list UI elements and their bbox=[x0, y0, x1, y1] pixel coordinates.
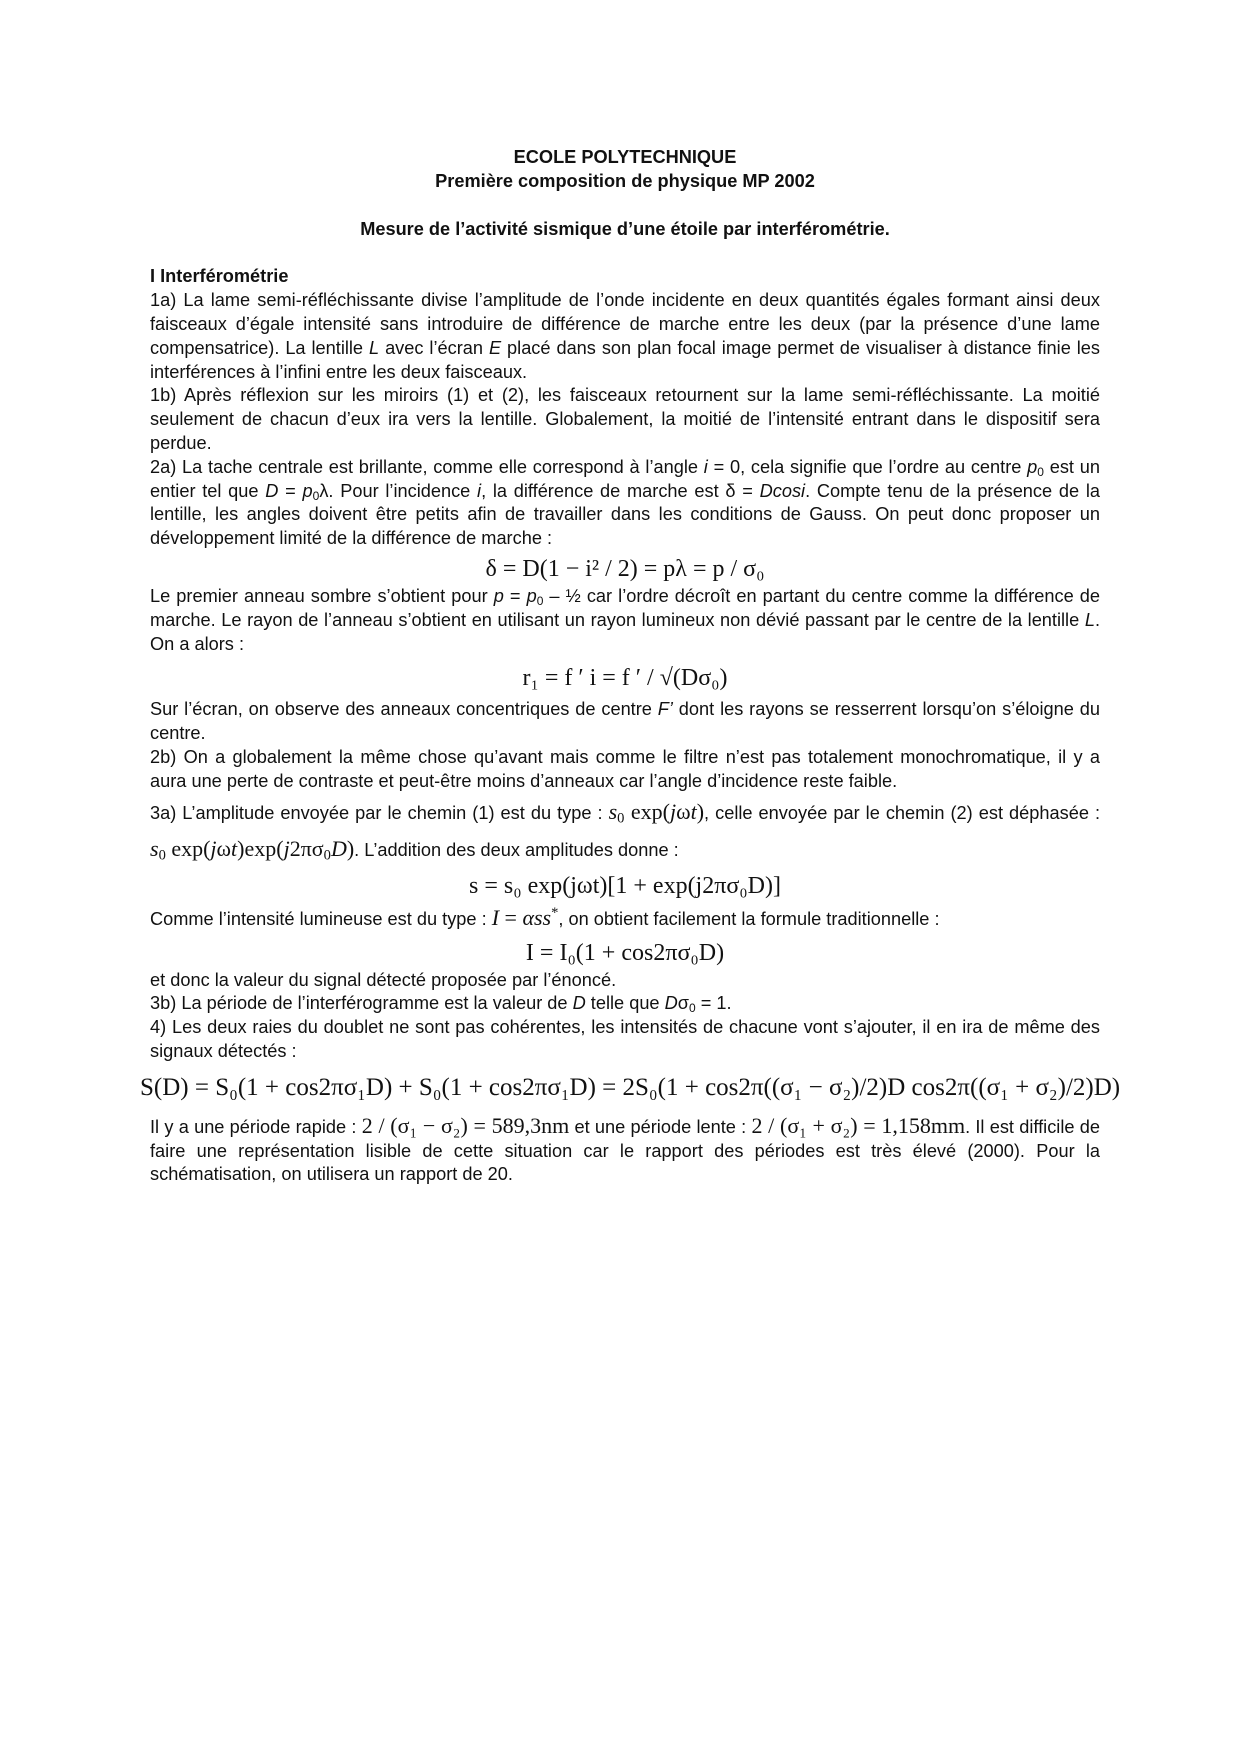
paragraph-periods: Il y a une période rapide : 2 / (σ₁ − σ₂) = 589,3nm et une période lente : 2 / (σ₁ + σ₂) = 1,158mm. Il est difficile de faire une représentation lisible de cette situation car le rapport des périodes est très élevé (2000). Pour la schématisation, on utilisera un rapport de 20. bbox=[150, 1112, 1100, 1185]
intensity-definition: I = αss* bbox=[491, 904, 559, 930]
paragraph-3a: 3a) L’amplitude envoyée par le chemin (1) est du type : $s_0$ exp(jωt), celle envoyée par le chemin (2) est déphasée : $s_0$ $\exp(j\omega t)\exp(j2\pi\sigma_0D)$. L’addition des deux amplitudes donne : bbox=[150, 798, 1101, 864]
subject-title: Mesure de l’activité sismique d’une étoile par interférométrie. bbox=[360, 218, 890, 239]
exam-title: Première composition de physique MP 2002 bbox=[435, 170, 815, 191]
equation-intensity: I = I₀(1 + cos2πσ₀D) bbox=[525, 939, 725, 966]
slow-period: 2 / (σ₁ + σ₂) = 1,158mm bbox=[751, 1112, 966, 1138]
paragraph-1a: 1a) La lame semi-réfléchissante divise l’amplitude de l’onde incidente en deux quantités égales formant ainsi deux faisceaux d’égale intensité sans introduire de différence de marche entre les deux (par la présence d’une lame compensatrice). La lentille L avec l’écran E placé dans son plan focal image permet de visualiser à distance finie les interférences à l’infini entre les deux faisceaux. bbox=[150, 290, 1101, 382]
paragraph-first-dark-ring: Le premier anneau sombre s’obtient pour $p = p_0$ – ½ car l’ordre décroît en partant du centre comme la différence de marche. Le rayon de l’anneau s’obtient en utilisant un rayon lumineux non dévié passant par le centre de la lentille L. On a alors : bbox=[150, 585, 1100, 654]
school-title: ECOLE POLYTECHNIQUE bbox=[513, 147, 737, 167]
paragraph-4: 4) Les deux raies du doublet ne sont pas cohérentes, les intensités de chacune vont s’ajouter, il en ira de même des signaux détectés : bbox=[150, 1017, 1100, 1061]
paragraph-1b: 1b) Après réflexion sur les miroirs (1) et (2), les faisceaux retournent sur la lame semi-réfléchissante. La moitié seulement de chacun d’eux ira vers la lentille. Globalement, la moitié de l’intensité entrant dans le dispositif sera perdue. bbox=[150, 385, 1100, 453]
fast-period: 2 / (σ₁ − σ₂) = 589,3nm bbox=[361, 1112, 570, 1138]
paragraph-screen: Sur l’écran, on observe des anneaux concentriques de centre F’ dont les rayons se resserrent lorsqu’on s’éloigne du centre. bbox=[150, 699, 1100, 744]
paragraph-intensity: Comme l’intensité lumineuse est du type : I = αss*, on obtient facilement la formule traditionnelle : bbox=[150, 904, 940, 930]
equation-path-difference: δ = D(1 − i² / 2) = pλ = p / σ₀ bbox=[485, 555, 765, 582]
paragraph-2b: 2b) On a globalement la même chose qu’avant mais comme le filtre n’est pas totalement monochromatique, il y a aura une perte de contraste et peut-être moins d’anneaux car l’angle d’incidence reste faible. bbox=[150, 746, 1100, 791]
paragraph-2a: 2a) La tache centrale est brillante, comme elle correspond à l’angle i = 0, cela signifie que l’ordre au centre $p_0$ est un entier tel que $D = p_0\lambda$. Pour l’incidence i, la différence de marche est δ = Dcosi. Compte tenu de la présence de la lentille, les angles doivent être petits afin de travailler dans les conditions de Gauss. On peut donc proposer un développement limité de la différence de marche : bbox=[150, 456, 1100, 549]
document-page bbox=[140, 146, 1121, 1187]
equation-doublet-signal: S(D) = S₀(1 + cos2πσ₁D) + S₀(1 + cos2πσ₁D) = 2S₀(1 + cos2π((σ₁ − σ₂)/2)D cos2π((σ₁ + σ₂)/2)D) bbox=[140, 1073, 1121, 1101]
section-title: I Interférométrie bbox=[150, 266, 289, 287]
equation-sum-amplitudes: s = s₀ exp(jωt)[1 + exp(j2πσ₀D)] bbox=[469, 872, 781, 899]
amplitude-path-1: $s_0$ exp(jωt) bbox=[608, 798, 705, 827]
paragraph-signal: et donc la valeur du signal détecté proposée par l’énoncé. bbox=[150, 969, 617, 990]
amplitude-path-2: $s_0$ $\exp(j\omega t)\exp(j2\pi\sigma_0D)$ bbox=[150, 835, 355, 864]
paragraph-3b: 3b) La période de l’interférogramme est la valeur de D telle que $D\sigma_0 = 1$. bbox=[150, 993, 732, 1016]
equation-ring-radius: r₁ = f ′ i = f ′ / √(Dσ₀) bbox=[522, 665, 728, 692]
